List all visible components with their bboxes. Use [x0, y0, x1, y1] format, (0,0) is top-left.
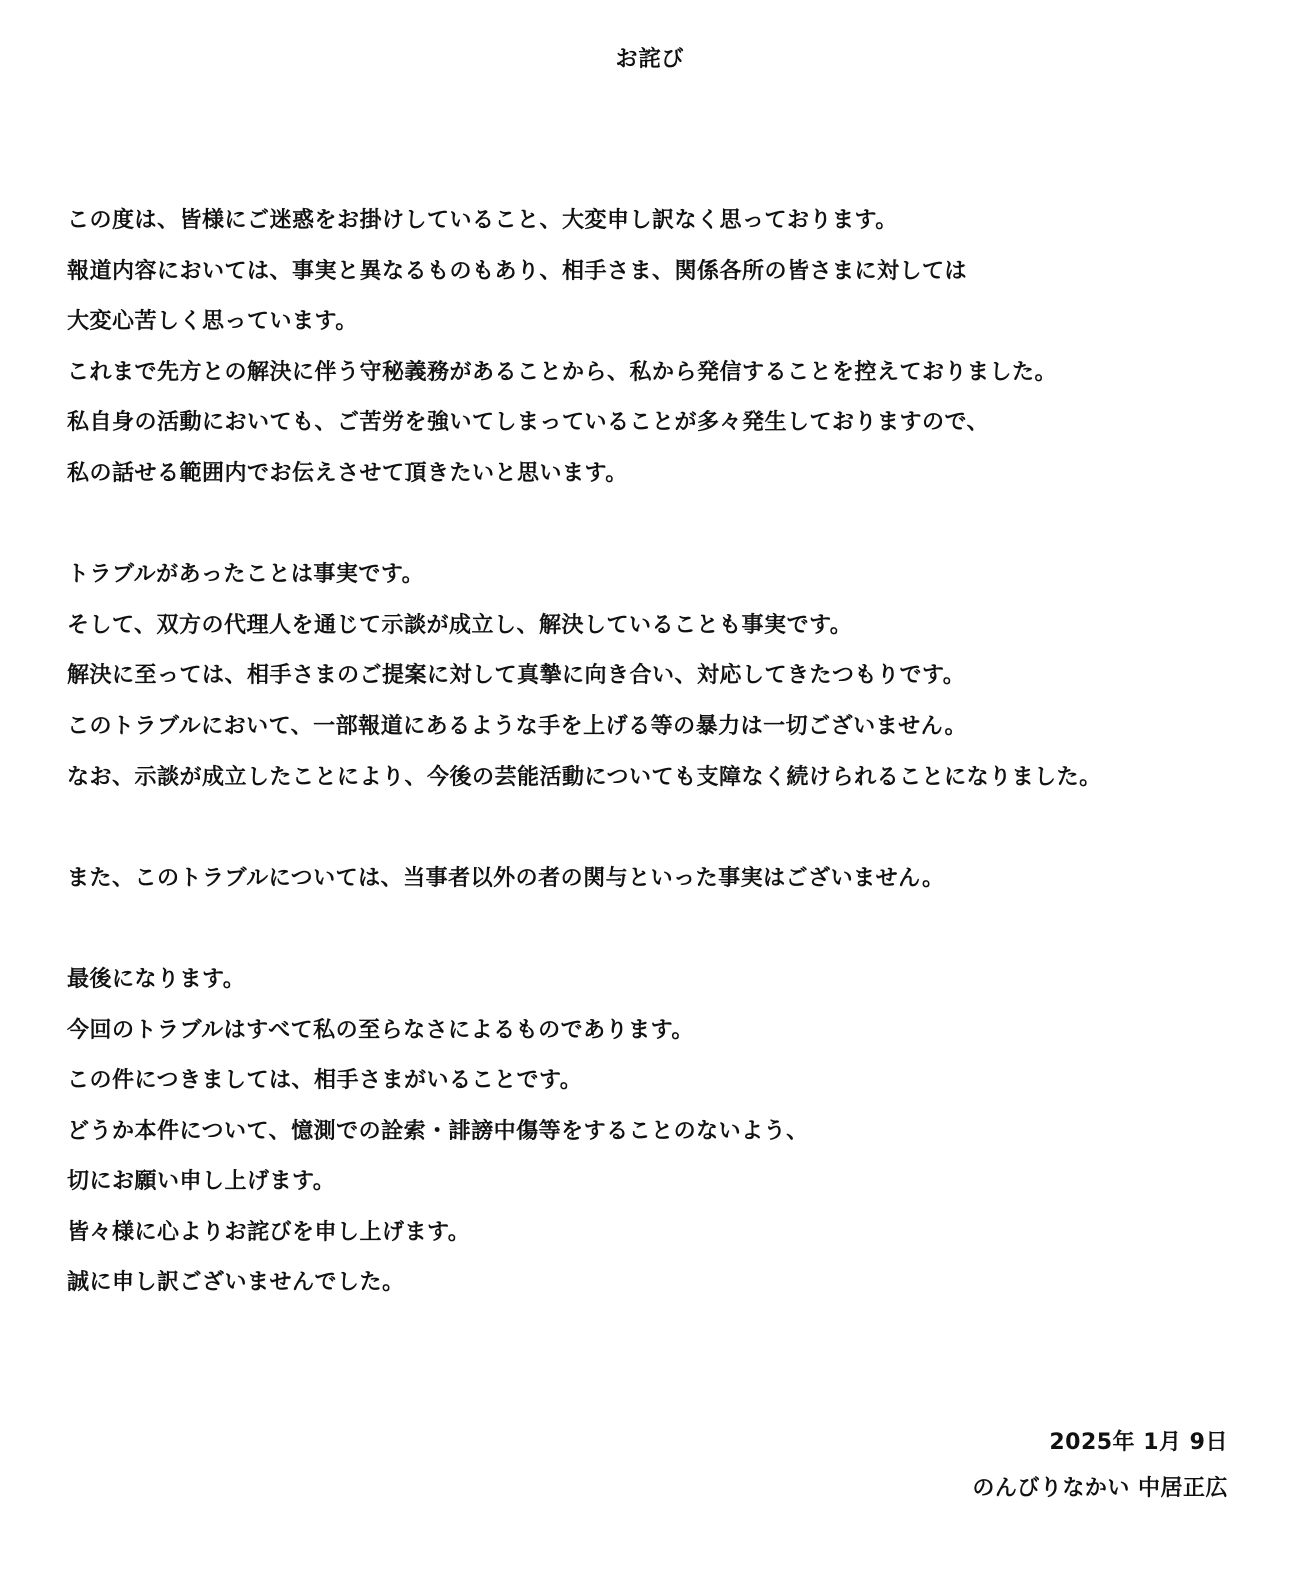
body-line: どうか本件について、憶測での詮索・誹謗中傷等をすることのないよう、 [67, 1118, 809, 1144]
body-line: 切にお願い申し上げます。 [67, 1169, 336, 1195]
body-line: 報道内容においては、事実と異なるものもあり、相手さま、関係各所の皆さまに対しては [67, 258, 968, 284]
body-line: そして、双方の代理人を通じて示談が成立し、解決していることも事実です。 [67, 612, 853, 638]
body-line: トラブルがあったことは事実です。 [67, 562, 425, 588]
body-line: 解決に至っては、相手さまのご提案に対して真摯に向き合い、対応してきたつもりです。 [67, 663, 966, 689]
document-date: 2025年 1月 9日 [1049, 1430, 1228, 1455]
document-body [67, 196, 1247, 1309]
body-line: 私自身の活動においても、ご苦労を強いてしまっていることが多々発生しておりますので、 [67, 410, 990, 436]
body-line: 私の話せる範囲内でお伝えさせて頂きたいと思います。 [67, 460, 628, 486]
body-line: このトラブルにおいて、一部報道にあるような手を上げる等の暴力は一切ございません。 [67, 713, 968, 739]
body-line: この件につきましては、相手さまがいることです。 [67, 1068, 583, 1094]
document-footer [972, 1420, 1228, 1512]
paragraph-gap [67, 803, 1247, 854]
body-line: 誠に申し訳ございませんでした。 [67, 1270, 405, 1296]
paragraph-gap [67, 904, 1247, 955]
document-signature: のんびりなかい 中居正広 [972, 1476, 1228, 1501]
paragraph-gap [67, 500, 1247, 551]
body-line: なお、示談が成立したことにより、今後の芸能活動についても支障なく続けられることになりました。 [67, 764, 1102, 790]
body-line: 大変心苦しく思っています。 [67, 309, 358, 335]
body-line: 皆々様に心よりお詫びを申し上げます。 [67, 1219, 471, 1245]
body-line: 最後になります。 [67, 966, 246, 992]
body-line: この度は、皆様にご迷惑をお掛けしていること、大変申し訳なく思っております。 [67, 208, 898, 233]
body-line: これまで先方との解決に伴う守秘義務があることから、私から発信することを控えておりました。 [67, 359, 1058, 385]
document-title: お詫び [615, 47, 685, 72]
body-line: また、このトラブルについては、当事者以外の者の関与といった事実はございません。 [67, 865, 945, 891]
body-line: 今回のトラブルはすべて私の至らなさによるものであります。 [67, 1017, 694, 1043]
